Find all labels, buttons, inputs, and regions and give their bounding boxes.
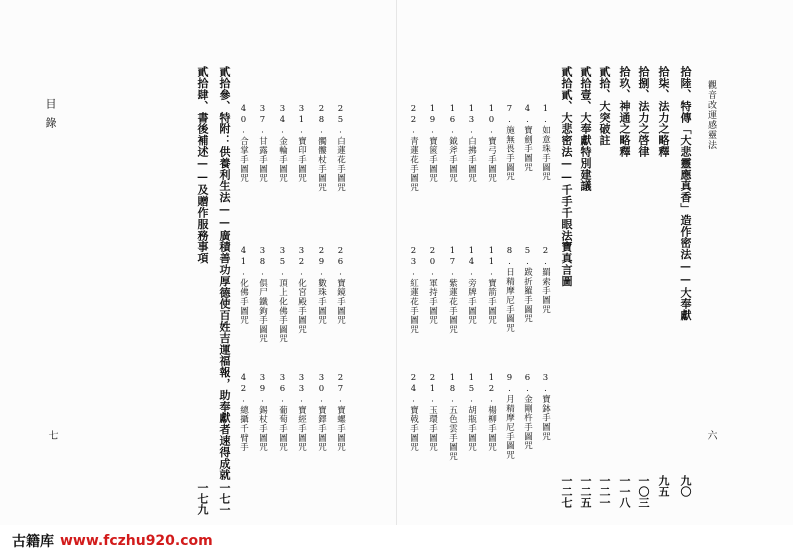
section-label: 目錄 — [44, 98, 57, 136]
mantra-item: 39.錫杖手圖咒 — [257, 373, 268, 452]
mantra-item: 15.胡瓶手圖咒 — [466, 373, 477, 452]
mantra-item: 20.軍持手圖咒 — [427, 246, 438, 325]
mantra-item: 23.紅蓮花手圖咒 — [408, 246, 419, 335]
mantra-item: 17.紫蓮花手圖咒 — [447, 246, 458, 335]
mantra-item: 30.寶鐸手圖咒 — [316, 373, 327, 452]
mantra-item: 38.俱尸鐵鉤手圖咒 — [257, 246, 268, 344]
mantra-item: 35.頂上化佛手圖咒 — [277, 246, 288, 344]
mantra-item: 18.五色雲手圖咒 — [447, 373, 458, 462]
mantra-item: 3.寶鉢手圖咒 — [540, 373, 551, 442]
toc-entry-title: 拾玖、神通之略釋 — [618, 66, 631, 158]
toc-entry-page: 一一八 — [618, 475, 631, 508]
toc-entry-page: 一七一 — [218, 482, 231, 515]
mantra-item: 11.寶箭手圖咒 — [486, 246, 497, 325]
mantra-item: 40.合掌手圖咒 — [238, 104, 249, 183]
mantra-item: 37.甘露手圖咒 — [257, 104, 268, 183]
mantra-item: 42.總攝千臂手 — [238, 373, 249, 452]
mantra-item: 33.寶經手圖咒 — [296, 373, 307, 452]
mantra-item: 25.白蓮花手圖咒 — [335, 104, 346, 193]
toc-entry-page: 一二五 — [579, 475, 592, 508]
toc-entry-page: 一二一 — [598, 475, 611, 508]
mantra-item: 7.施無畏手圖咒 — [504, 104, 515, 182]
mantra-item: 13.白拂手圖咒 — [466, 104, 477, 183]
site-footer — [0, 525, 793, 557]
mantra-item: 2.羂索手圖咒 — [540, 246, 551, 315]
toc-entry-page: 九〇 — [679, 475, 692, 497]
toc-entry-page: 九五 — [657, 475, 670, 497]
mantra-item: 29.數珠手圖咒 — [316, 246, 327, 325]
site-url[interactable]: www.fczhu920.com — [60, 533, 213, 549]
mantra-item: 8.日精摩尼手圖咒 — [504, 246, 515, 333]
toc-entry-title: 拾柒、法力之略釋 — [657, 66, 670, 158]
mantra-item: 41.化佛手圖咒 — [238, 246, 249, 325]
mantra-item: 4.寶劍手圖咒 — [522, 104, 533, 173]
mantra-item: 34.金輪手圖咒 — [277, 104, 288, 183]
mantra-item: 28.髑髏杖手圖咒 — [316, 104, 327, 193]
mantra-item: 1.如意珠手圖咒 — [540, 104, 551, 182]
book-spine — [396, 0, 397, 525]
mantra-item: 31.寶印手圖咒 — [296, 104, 307, 183]
left-folio: 七 — [46, 430, 57, 440]
toc-entry-title: 貳拾貳、大悲密法——千手千眼法寶真言圖 — [560, 66, 573, 287]
mantra-item: 16.鉞斧手圖咒 — [447, 104, 458, 183]
toc-entry-title: 拾捌、法力之啓律 — [637, 66, 650, 158]
mantra-item: 27.寶螺手圖咒 — [335, 373, 346, 452]
toc-entry-title: 貳拾壹、大奉獻特別建議 — [579, 66, 592, 192]
toc-entry-title: 貳拾肆、書後補述——及贈作服務事項 — [196, 66, 209, 264]
toc-entry-page: 一〇三 — [637, 475, 650, 508]
toc-entry-title: 貳拾、大突破註 — [598, 66, 611, 146]
mantra-item: 14.旁牌手圖咒 — [466, 246, 477, 325]
mantra-item: 10.寶弓手圖咒 — [486, 104, 497, 183]
mantra-item: 12.楊柳手圖咒 — [486, 373, 497, 452]
mantra-item: 24.寶戟手圖咒 — [408, 373, 419, 452]
mantra-item: 26.寶鏡手圖咒 — [335, 246, 346, 325]
toc-entry-title: 貳拾參、特附：供養利生法——廣積善功厚德使百姓吉運福報，助奉獻者速得成就 — [218, 66, 231, 481]
mantra-item: 22.青蓮花手圖咒 — [408, 104, 419, 193]
toc-entry-title: 拾陸、特傳「大悲靈應真香」造作密法——大奉獻 — [679, 66, 692, 321]
mantra-item: 9.月精摩尼手圖咒 — [504, 373, 515, 460]
toc-entry-page: 一二七 — [560, 475, 573, 508]
mantra-item: 5.跋折羅手圖咒 — [522, 246, 533, 324]
mantra-item: 32.化宮殿手圖咒 — [296, 246, 307, 335]
mantra-item: 21.玉環手圖咒 — [427, 373, 438, 452]
mantra-item: 6.金剛杵手圖咒 — [522, 373, 533, 451]
mantra-item: 19.寶篋手圖咒 — [427, 104, 438, 183]
toc-entry-page: 一七九 — [196, 482, 209, 515]
running-head: 觀音改運感靈法 — [706, 80, 716, 150]
right-folio: 六 — [705, 430, 716, 440]
site-brand: 古籍库 — [12, 534, 54, 550]
mantra-item: 36.葡萄手圖咒 — [277, 373, 288, 452]
